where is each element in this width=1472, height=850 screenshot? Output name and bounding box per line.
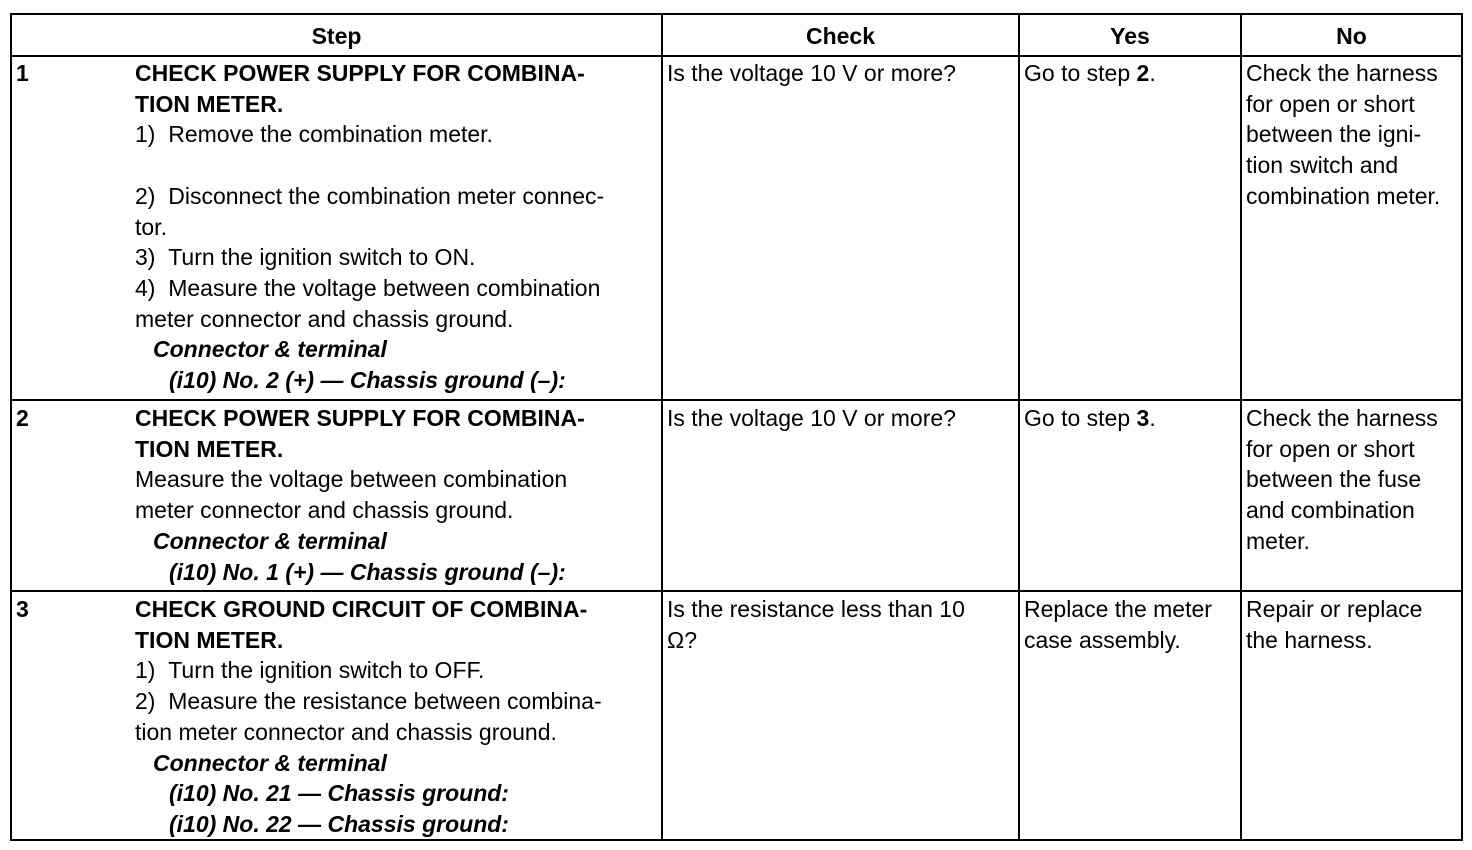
header-check: Check [805,22,876,49]
instruction-line: tion meter connector and chassis ground. [135,718,557,745]
terminal-spec: (i10) No. 22 — Chassis ground: [169,810,509,837]
instruction-line: 2) Measure the resistance between combina- [135,688,602,715]
row-divider [12,399,1461,401]
instruction-line: meter connector and chassis ground. [135,305,514,332]
instruction-line: 1) Remove the combination meter. [135,121,493,148]
column-divider [1240,15,1242,839]
step-title: CHECK POWER SUPPLY FOR COMBINA- [135,405,585,431]
yes-cell [1024,403,1238,434]
no-text-line: Repair or replace [1246,596,1423,622]
yes-suffix: . [1149,60,1156,86]
step-title: CHECK GROUND CIRCUIT OF COMBINA- [135,596,588,622]
terminal-spec: (i10) No. 21 — Chassis ground: [169,780,509,807]
step-number: 1 [16,60,29,86]
yes-text-line: Replace the meter [1024,596,1212,622]
yes-cell [1024,594,1238,655]
terminal-spec: (i10) No. 1 (+) — Chassis ground (–): [169,558,566,585]
header-step: Step [311,22,362,49]
step-title: TION METER. [135,90,284,117]
check-cell [667,403,1015,434]
header-no: No [1336,22,1367,49]
step-description [135,403,660,587]
check-text: Is the voltage 10 V or more? [667,60,956,86]
yes-suffix: . [1149,405,1156,431]
instruction-spacer [135,150,660,181]
header-yes: Yes [1110,22,1150,49]
instruction-line: tor. [135,213,167,240]
row-divider [12,590,1461,592]
column-divider [1018,15,1020,839]
no-text-line: tion switch and [1246,152,1399,179]
step-description [135,58,660,396]
terminal-spec: (i10) No. 2 (+) — Chassis ground (–): [169,367,566,394]
no-cell [1246,58,1464,212]
yes-prefix: Go to step [1024,405,1137,431]
connector-label: Connector & terminal [153,527,387,554]
no-text-line: for open or short [1246,435,1415,462]
troubleshooting-table [10,13,1463,841]
check-text: Ω? [667,626,697,653]
yes-cell [1024,58,1238,89]
yes-text-line: case assembly. [1024,626,1181,653]
instruction-line: meter connector and chassis ground. [135,497,514,524]
no-cell [1246,403,1464,557]
no-text-line: the harness. [1246,626,1373,653]
no-cell [1246,594,1464,655]
yes-step-number: 2 [1136,60,1150,86]
instruction-line: 1) Turn the ignition switch to OFF. [135,657,485,684]
no-text-line: combination meter. [1246,182,1441,209]
check-cell [667,58,1015,89]
no-text-line: between the igni- [1246,121,1422,148]
step-description [135,594,660,840]
step-title: CHECK POWER SUPPLY FOR COMBINA- [135,60,585,86]
connector-label: Connector & terminal [153,336,387,363]
instruction-line: 3) Turn the ignition switch to ON. [135,244,476,271]
instruction-line: Measure the voltage between combination [135,466,568,493]
step-number: 3 [16,596,29,622]
step-title: TION METER. [135,626,284,653]
connector-label: Connector & terminal [153,749,387,776]
step-title: TION METER. [135,435,284,462]
column-divider [661,15,663,839]
yes-prefix: Go to step [1024,60,1137,86]
no-text-line: for open or short [1246,90,1415,117]
no-text-line: between the fuse [1246,466,1422,493]
no-text-line: Check the harness [1246,405,1438,431]
instruction-line: 2) Disconnect the combination meter connec- [135,182,605,209]
check-text: Is the voltage 10 V or more? [667,405,956,431]
check-text: Is the resistance less than 10 [667,596,965,622]
yes-step-number: 3 [1136,405,1150,431]
check-cell [667,594,1015,655]
instruction-line: 4) Measure the voltage between combination [135,274,601,301]
no-text-line: and combination [1246,497,1415,524]
no-text-line: meter. [1246,527,1310,554]
no-text-line: Check the harness [1246,60,1438,86]
step-number: 2 [16,405,29,431]
